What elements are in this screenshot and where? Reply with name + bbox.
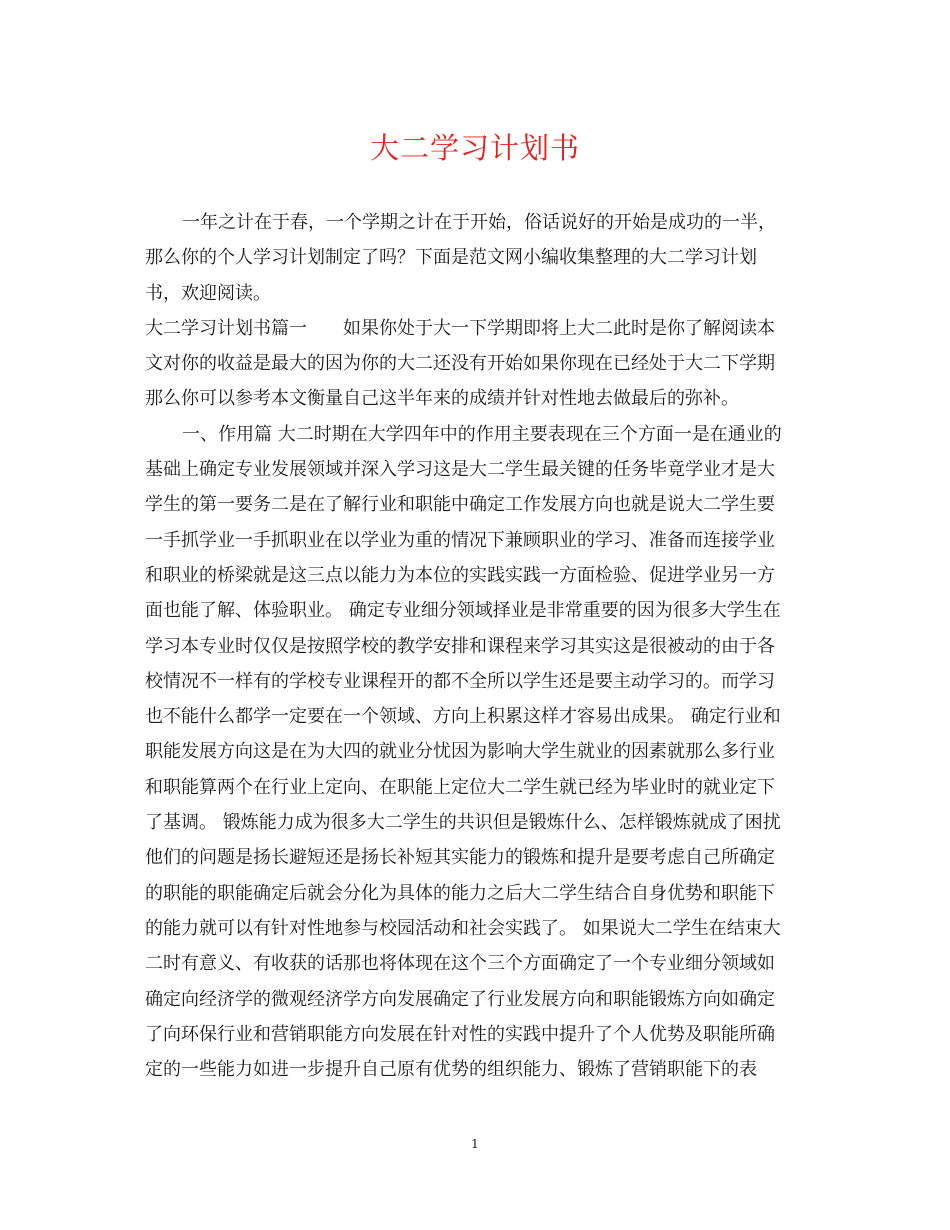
text-line: 的能力就可以有针对性地参与校园活动和社会实践了。 如果说大二学生在结束大	[145, 917, 781, 939]
section-heading: 大二学习计划书篇一	[145, 317, 307, 339]
text-line: 校情况不一样有的学校专业课程开的都不全所以学生还是要主动学习的。而学习	[145, 670, 775, 692]
text-line: 书，欢迎阅读。	[145, 282, 271, 304]
text-line: 一、作用篇 大二时期在大学四年中的作用主要表现在三个方面一是在通业的	[182, 423, 782, 445]
text-line: 学习本专业时仅仅是按照学校的教学安排和课程来学习其实这是很被动的由于各	[145, 635, 775, 657]
text-line: 职能发展方向这是在为大四的就业分忧因为影响大学生就业的因素就那么多行业	[145, 741, 775, 763]
text-line: 的职能的职能确定后就会分化为具体的能力之后大二学生结合自身优势和职能下	[145, 882, 775, 904]
text-line: 确定向经济学的微观经济学方向发展确定了行业发展方向和职能锻炼方向如确定	[145, 988, 775, 1010]
document-title: 大二学习计划书	[369, 131, 580, 165]
text-line: 了向环保行业和营销职能方向发展在针对性的实践中提升了个人优势及职能所确	[145, 1023, 775, 1045]
text-line: 那么你的个人学习计划制定了吗？下面是范文网小编收集整理的大二学习计划	[145, 247, 757, 269]
text-fragment: 如果你处于大一下学期即将上大二此时是你了解阅读本	[343, 317, 775, 339]
text-line: 也不能什么都学一定要在一个领域、方向上积累这样才容易出成果。 确定行业和	[145, 706, 781, 728]
text-line: 学生的第一要务二是在了解行业和职能中确定工作发展方向也就是说大二学生要	[145, 494, 775, 516]
text-line: 和职业的桥梁就是这三点以能力为本位的实践实践一方面检验、促进学业另一方	[145, 564, 775, 586]
text-line: 定的一些能力如进一步提升自己原有优势的组织能力、锻炼了营销职能下的表	[145, 1059, 757, 1081]
text-line: 那么你可以参考本文衡量自己这半年来的成绩并针对性地去做最后的弥补。	[145, 388, 739, 410]
text-line: 文对你的收益是最大的因为你的大二还没有开始如果你现在已经处于大二下学期	[145, 353, 775, 375]
text-line: 他们的问题是扬长避短还是扬长补短其实能力的锻炼和提升是要考虑自己所确定	[145, 847, 775, 869]
text-line: 了基调。 锻炼能力成为很多大二学生的共识但是锻炼什么、怎样锻炼就成了困扰	[145, 812, 781, 834]
document-body	[145, 205, 805, 1087]
section-heading-line	[145, 311, 805, 346]
page-number: 1	[471, 1137, 479, 1151]
text-line: 基础上确定专业发展领域并深入学习这是大二学生最关键的任务毕竟学业才是大	[145, 459, 775, 481]
text-line: 一年之计在于春，一个学期之计在于开始，俗话说好的开始是成功的一半，	[182, 212, 776, 233]
text-line: 面也能了解、体验职业。 确定专业细分领域择业是非常重要的因为很多大学生在	[145, 600, 781, 622]
text-line: 和职能算两个在行业上定向、在职能上定位大二学生就已经为毕业时的就业定下	[145, 776, 775, 798]
text-line: 二时有意义、有收获的话那也将体现在这个三个方面确定了一个专业细分领域如	[145, 953, 775, 975]
text-line: 一手抓学业一手抓职业在以学业为重的情况下兼顾职业的学习、准备而连接学业	[145, 529, 775, 551]
